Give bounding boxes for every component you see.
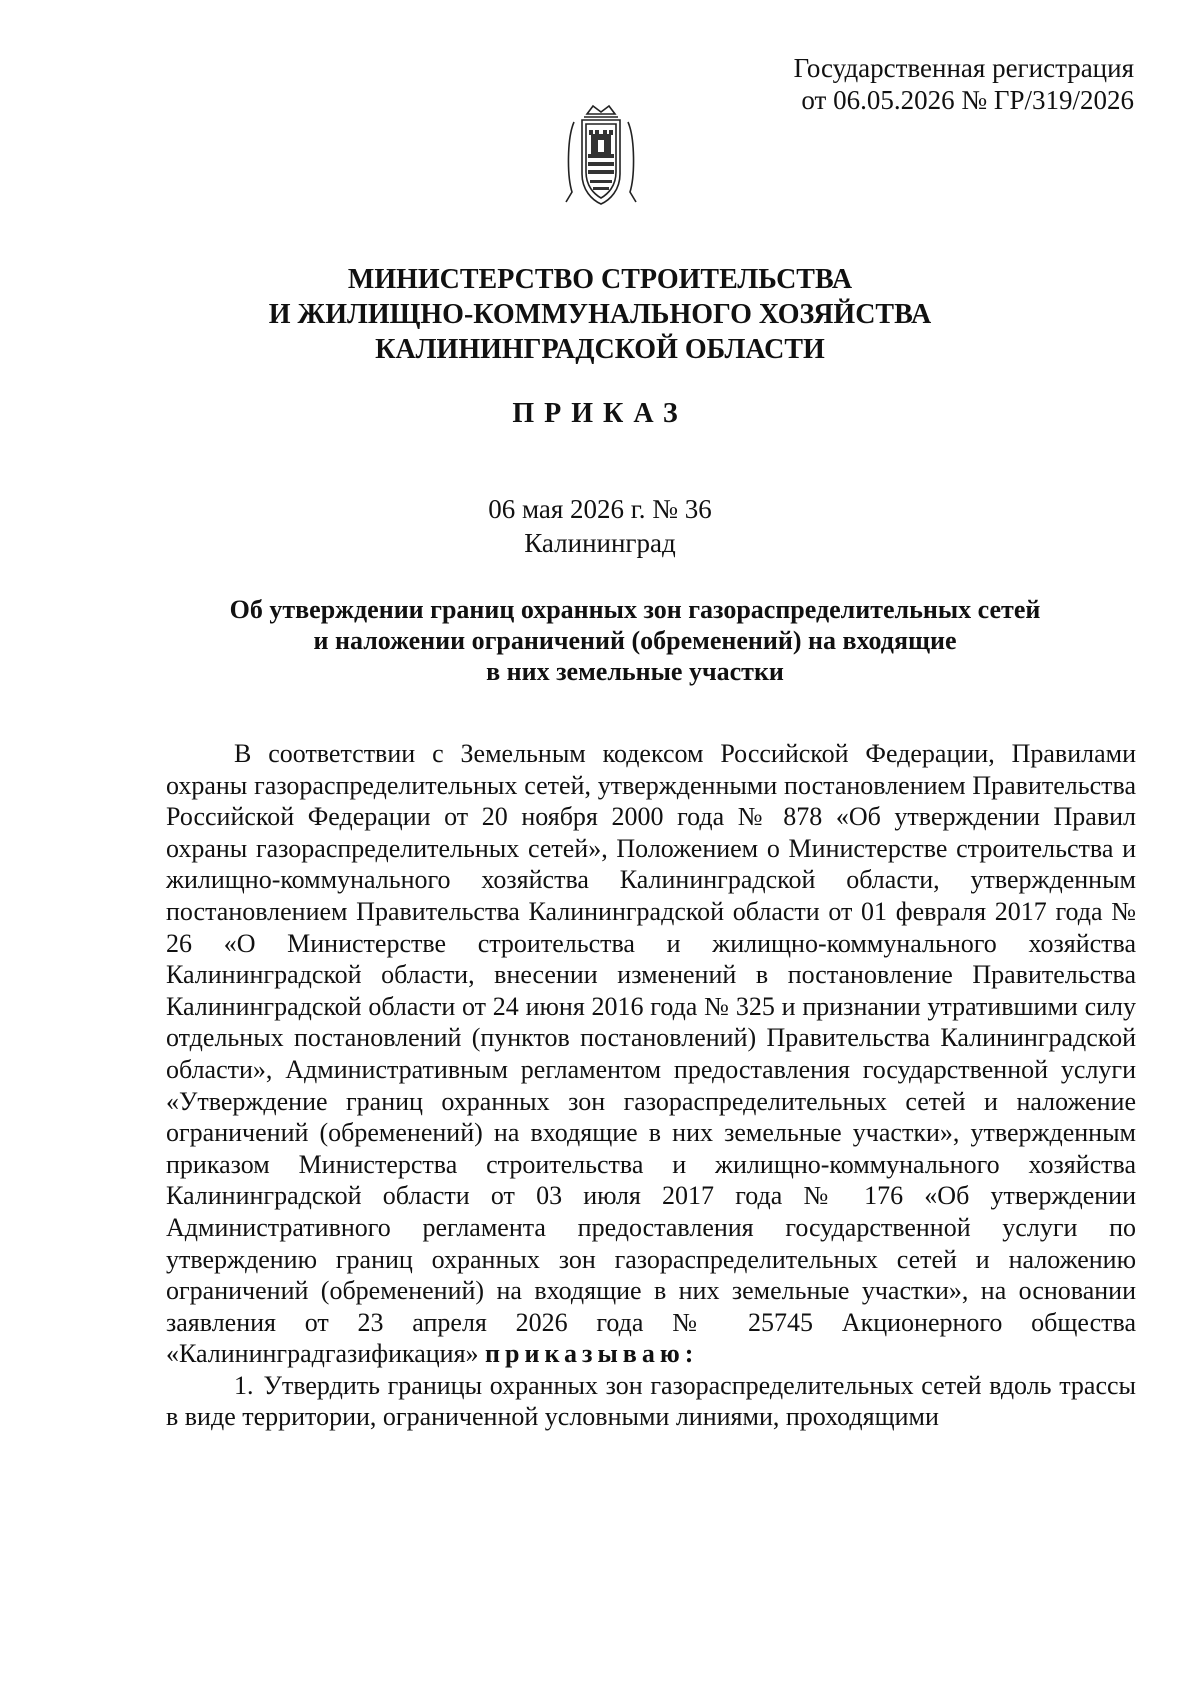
order-date-number: 06 мая 2026 г. № 36 bbox=[488, 494, 712, 524]
preamble-paragraph bbox=[166, 738, 1136, 1370]
preamble-text: В соответствии с Земельным кодексом Российской Федерации, Правилами охраны газораспределительных сетей, утвержденными постановлением Правительства Российской Федерации от 20 ноября 2000 года № 878 «Об утверждении Правил охраны газораспределительных сетей», Положением о Министерстве строительства и жилищно-коммунального хозяйства Калининградской области, утвержденным постановлением Правительства Калининградской области от 01 февраля 2017 года № 26 «О Министерстве строительства и жилищно-коммунального хозяйства Калининградской области, внесении изменений в постановление Правительства Калининградской области от 24 июня 2016 года № 325 и признании утратившими силу отдельных постановлений (пунктов постановлений) Правительства Калининградской области», Административным регламентом предоставления государственной услуги «Утверждение границ охранных зон газораспределительных сетей и наложение ограничений (обременений) на входящие в них земельные участки», утвержденным приказом Министерства строительства и жилищно-коммунального хозяйства Калининградской области от 03 июля 2017 года № 176 «Об утверждении Административного регламента предоставления государственной услуги по утверждению границ охранных зон газораспределительных сетей и наложению ограничений (обременений) на входящие в них земельные участки», на основании заявления от 23 апреля 2026 года № 25745 Акционерного общества «Калининградгазификация» bbox=[166, 739, 1136, 1369]
subject-line-1: Об утверждении границ охранных зон газораспределительных сетей bbox=[229, 595, 1041, 624]
item-paragraph bbox=[166, 1370, 1136, 1433]
order-city: Калининград bbox=[524, 528, 676, 558]
order-word: приказываю: bbox=[485, 1339, 699, 1369]
registration-line-1: Государственная регистрация bbox=[793, 53, 1134, 83]
subject-line-3: в них земельные участки bbox=[486, 657, 784, 686]
ministry-name bbox=[150, 262, 1050, 367]
ministry-line-1: МИНИСТЕРСТВО СТРОИТЕЛЬСТВА bbox=[347, 264, 853, 295]
registration-stamp bbox=[794, 52, 1134, 116]
ministry-line-2: И ЖИЛИЩНО-КОММУНАЛЬНОГО ХОЗЯЙСТВА bbox=[268, 299, 932, 330]
document-type: ПРИКАЗ bbox=[512, 398, 688, 429]
date-and-place bbox=[350, 492, 850, 560]
order-body bbox=[166, 738, 1136, 1433]
ministry-line-3: КАЛИНИНГРАДСКОЙ ОБЛАСТИ bbox=[375, 334, 825, 365]
item-number: 1. bbox=[234, 1370, 254, 1400]
subject-line-2: и наложении ограничений (обременений) на входящие bbox=[313, 626, 957, 655]
kaliningrad-coat-of-arms-icon bbox=[562, 104, 640, 208]
order-subject bbox=[170, 594, 1100, 687]
registration-line-2: от 06.05.2026 № ГР/319/2026 bbox=[801, 85, 1134, 115]
item-text: Утвердить границы охранных зон газораспределительных сетей вдоль трассы в виде территории, ограниченной условными линиями, проходящими bbox=[166, 1370, 1136, 1432]
